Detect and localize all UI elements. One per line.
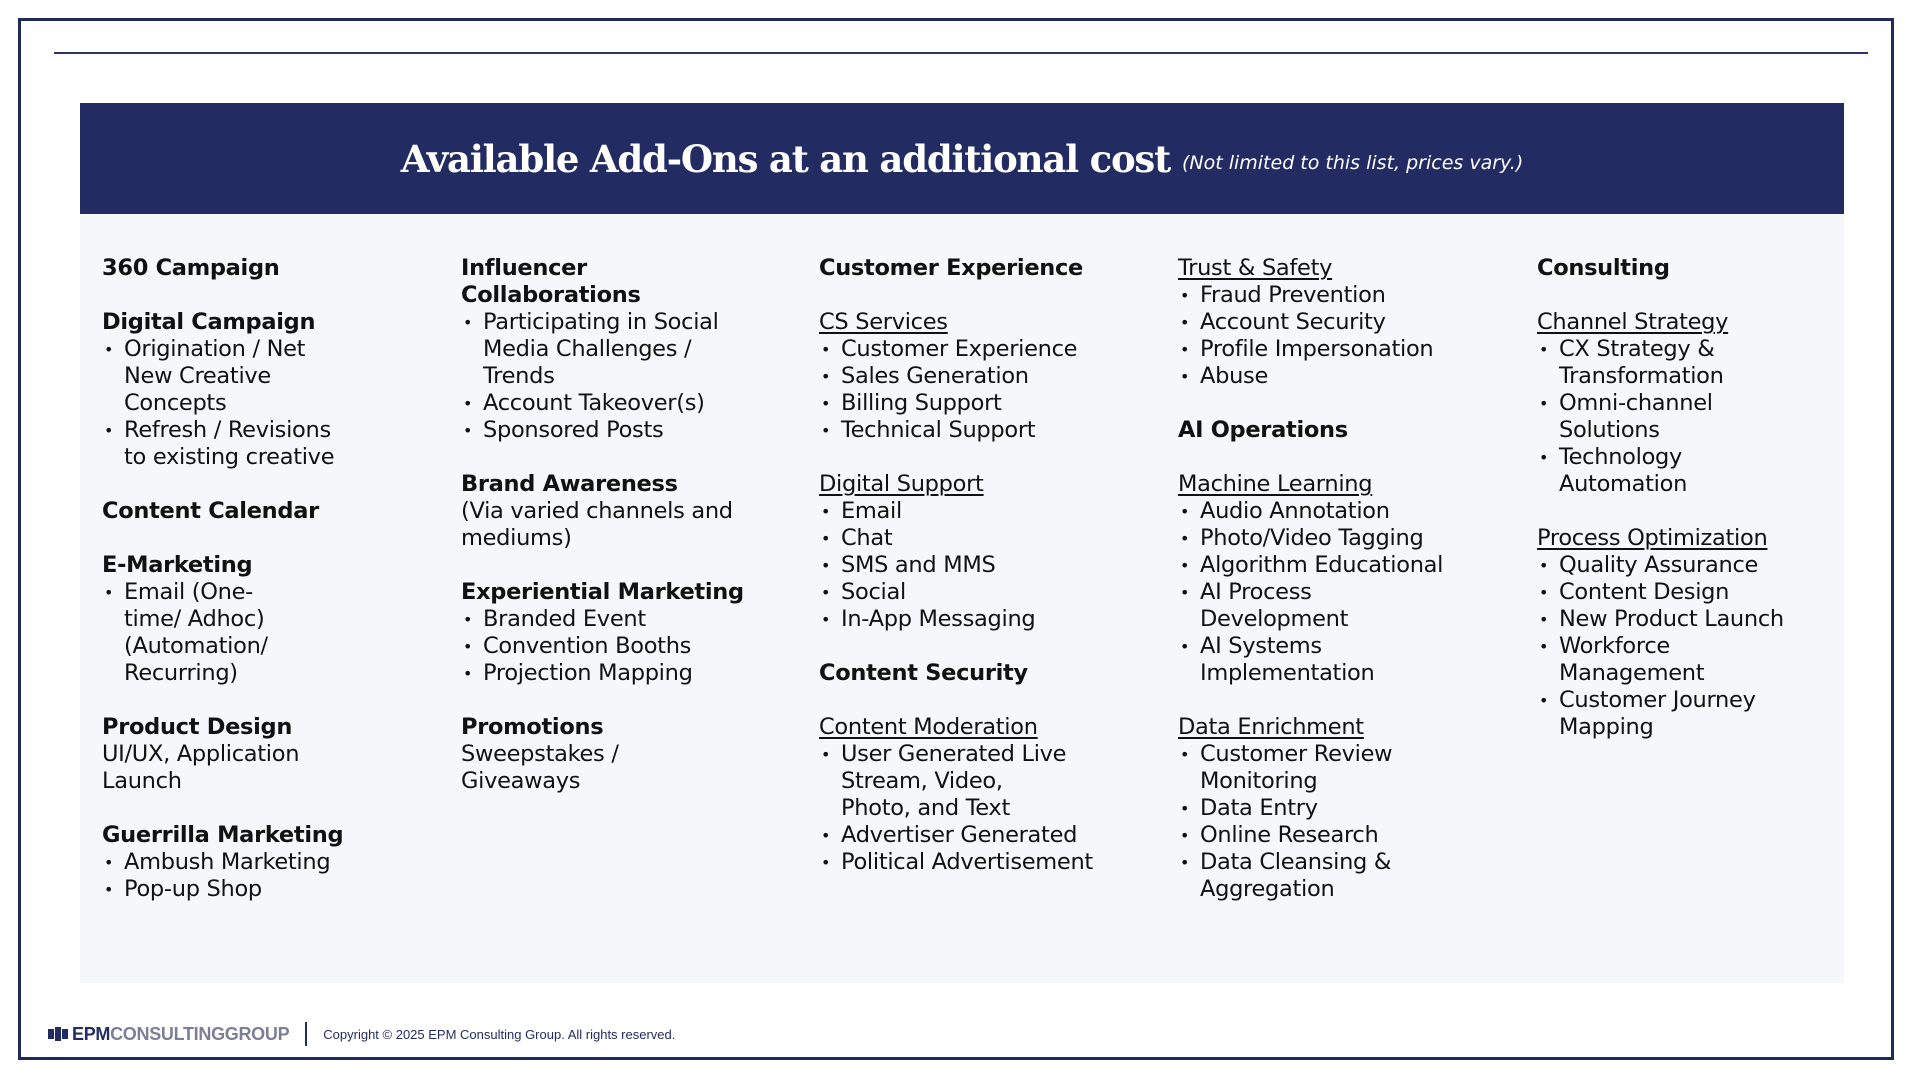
list-item: • Convention Booths xyxy=(461,633,801,660)
bullet-list xyxy=(1178,741,1518,903)
list-item: • Billing Support xyxy=(819,390,1159,417)
list-item: • Customer Experience xyxy=(819,336,1159,363)
list-item: • Ambush Marketing xyxy=(102,849,442,876)
bullet-list xyxy=(1178,498,1518,687)
footer xyxy=(48,1020,675,1048)
bullet-list xyxy=(102,849,442,903)
bullet-list xyxy=(461,309,801,444)
list-item: • Sponsored Posts xyxy=(461,417,801,444)
list-item: • New Product Launch xyxy=(1537,606,1837,633)
list-item: • Algorithm Educational xyxy=(1178,552,1518,579)
list-item: • AI Systems Implementation xyxy=(1178,633,1380,687)
subsection-heading: Digital Support xyxy=(819,471,984,497)
column-consulting xyxy=(1537,255,1837,741)
list-item: • Branded Event xyxy=(461,606,801,633)
bullet-list xyxy=(819,336,1159,444)
list-item: • Participating in Social Media Challenges / Trends xyxy=(461,309,723,390)
bullet-list xyxy=(1537,552,1837,741)
section-heading: Customer Experience xyxy=(819,255,1084,281)
section-heading: Digital Campaign xyxy=(102,309,316,335)
section-heading: Content Calendar xyxy=(102,498,319,524)
section-text: Sweepstakes / Giveaways xyxy=(461,741,619,794)
bullet-list xyxy=(102,579,442,687)
subsection-heading: Content Moderation xyxy=(819,714,1038,740)
banner-title: Available Add-Ons at an additional cost xyxy=(400,136,1170,181)
list-item: • Audio Annotation xyxy=(1178,498,1518,525)
logo-mark-icon xyxy=(48,1027,68,1041)
list-item: • Photo/Video Tagging xyxy=(1178,525,1518,552)
list-item: • Data Entry xyxy=(1178,795,1518,822)
list-item: • Abuse xyxy=(1178,363,1518,390)
banner-note: (Not limited to this list, prices vary.) xyxy=(1181,151,1524,174)
list-item: • Technical Support xyxy=(819,417,1159,444)
footer-divider xyxy=(305,1022,307,1046)
section-heading: Consulting xyxy=(1537,255,1670,281)
list-item: • Email (One-time/ Adhoc) (Automation/ Recurring) xyxy=(102,579,294,687)
title-banner xyxy=(80,103,1844,214)
column-marketing xyxy=(102,255,442,903)
subsection-heading: Trust & Safety xyxy=(1178,255,1333,281)
section-heading: Influencer Collaborations xyxy=(461,255,641,308)
subsection-heading: Machine Learning xyxy=(1178,471,1373,497)
logo-consulting-text: CONSULTINGGROUP xyxy=(110,1023,290,1044)
section-heading: Product Design xyxy=(102,714,293,740)
list-item: • Email xyxy=(819,498,1159,525)
list-item: • Projection Mapping xyxy=(461,660,801,687)
bullet-list xyxy=(1178,282,1518,390)
list-item: • Technology Automation xyxy=(1537,444,1739,498)
list-item: • Origination / Net New Creative Concepts xyxy=(102,336,324,417)
subsection-heading: Data Enrichment xyxy=(1178,714,1364,740)
list-item: • Sales Generation xyxy=(819,363,1159,390)
subsection-heading: Channel Strategy xyxy=(1537,309,1729,335)
list-item: • Pop-up Shop xyxy=(102,876,442,903)
bullet-list xyxy=(1537,336,1837,498)
list-item: • Omni-channel Solutions xyxy=(1537,390,1739,444)
list-item: • SMS and MMS xyxy=(819,552,1159,579)
subsection-heading: CS Services xyxy=(819,309,948,335)
list-item: • Advertiser Generated xyxy=(819,822,1159,849)
bullet-list xyxy=(102,336,442,471)
section-text: (Via varied channels and mediums) xyxy=(461,498,733,551)
section-heading: Promotions xyxy=(461,714,604,740)
list-item: • Political Advertisement xyxy=(819,849,1159,876)
column-customer-experience xyxy=(819,255,1159,876)
list-item: • In-App Messaging xyxy=(819,606,1159,633)
section-heading: 360 Campaign xyxy=(102,255,280,281)
section-heading: Brand Awareness xyxy=(461,471,678,497)
company-logo xyxy=(48,1024,289,1045)
list-item: • Profile Impersonation xyxy=(1178,336,1518,363)
copyright-text: Copyright © 2025 EPM Consulting Group. All rights reserved. xyxy=(323,1026,676,1042)
list-item: • Content Design xyxy=(1537,579,1837,606)
bullet-list xyxy=(461,606,801,687)
list-item: • Social xyxy=(819,579,1159,606)
section-text: UI/UX, Application Launch xyxy=(102,741,300,794)
section-heading: AI Operations xyxy=(1178,417,1348,443)
subsection-heading: Process Optimization xyxy=(1537,525,1768,551)
logo-epm-text: EPM xyxy=(72,1023,111,1044)
list-item: • Quality Assurance xyxy=(1537,552,1837,579)
list-item: • Fraud Prevention xyxy=(1178,282,1518,309)
column-trust-ai xyxy=(1178,255,1518,903)
list-item: • Customer Review Monitoring xyxy=(1178,741,1400,795)
list-item: • Account Security xyxy=(1178,309,1518,336)
list-item: • CX Strategy & Transformation xyxy=(1537,336,1759,390)
section-heading: Guerrilla Marketing xyxy=(102,822,344,848)
list-item: • Customer Journey Mapping xyxy=(1537,687,1779,741)
bullet-list xyxy=(819,498,1159,633)
top-divider xyxy=(54,52,1868,54)
list-item: • AI Process Development xyxy=(1178,579,1370,633)
list-item: • Workforce Management xyxy=(1537,633,1739,687)
list-item: • Account Takeover(s) xyxy=(461,390,801,417)
bullet-list xyxy=(819,741,1159,876)
section-heading: Content Security xyxy=(819,660,1028,686)
section-heading: E-Marketing xyxy=(102,552,253,578)
list-item: • Refresh / Revisions to existing creative xyxy=(102,417,354,471)
list-item: • User Generated Live Stream, Video, Photo, and Text xyxy=(819,741,1076,822)
section-heading: Experiential Marketing xyxy=(461,579,744,605)
column-campaigns xyxy=(461,255,801,795)
list-item: • Data Cleansing & Aggregation xyxy=(1178,849,1400,903)
list-item: • Online Research xyxy=(1178,822,1518,849)
list-item: • Chat xyxy=(819,525,1159,552)
